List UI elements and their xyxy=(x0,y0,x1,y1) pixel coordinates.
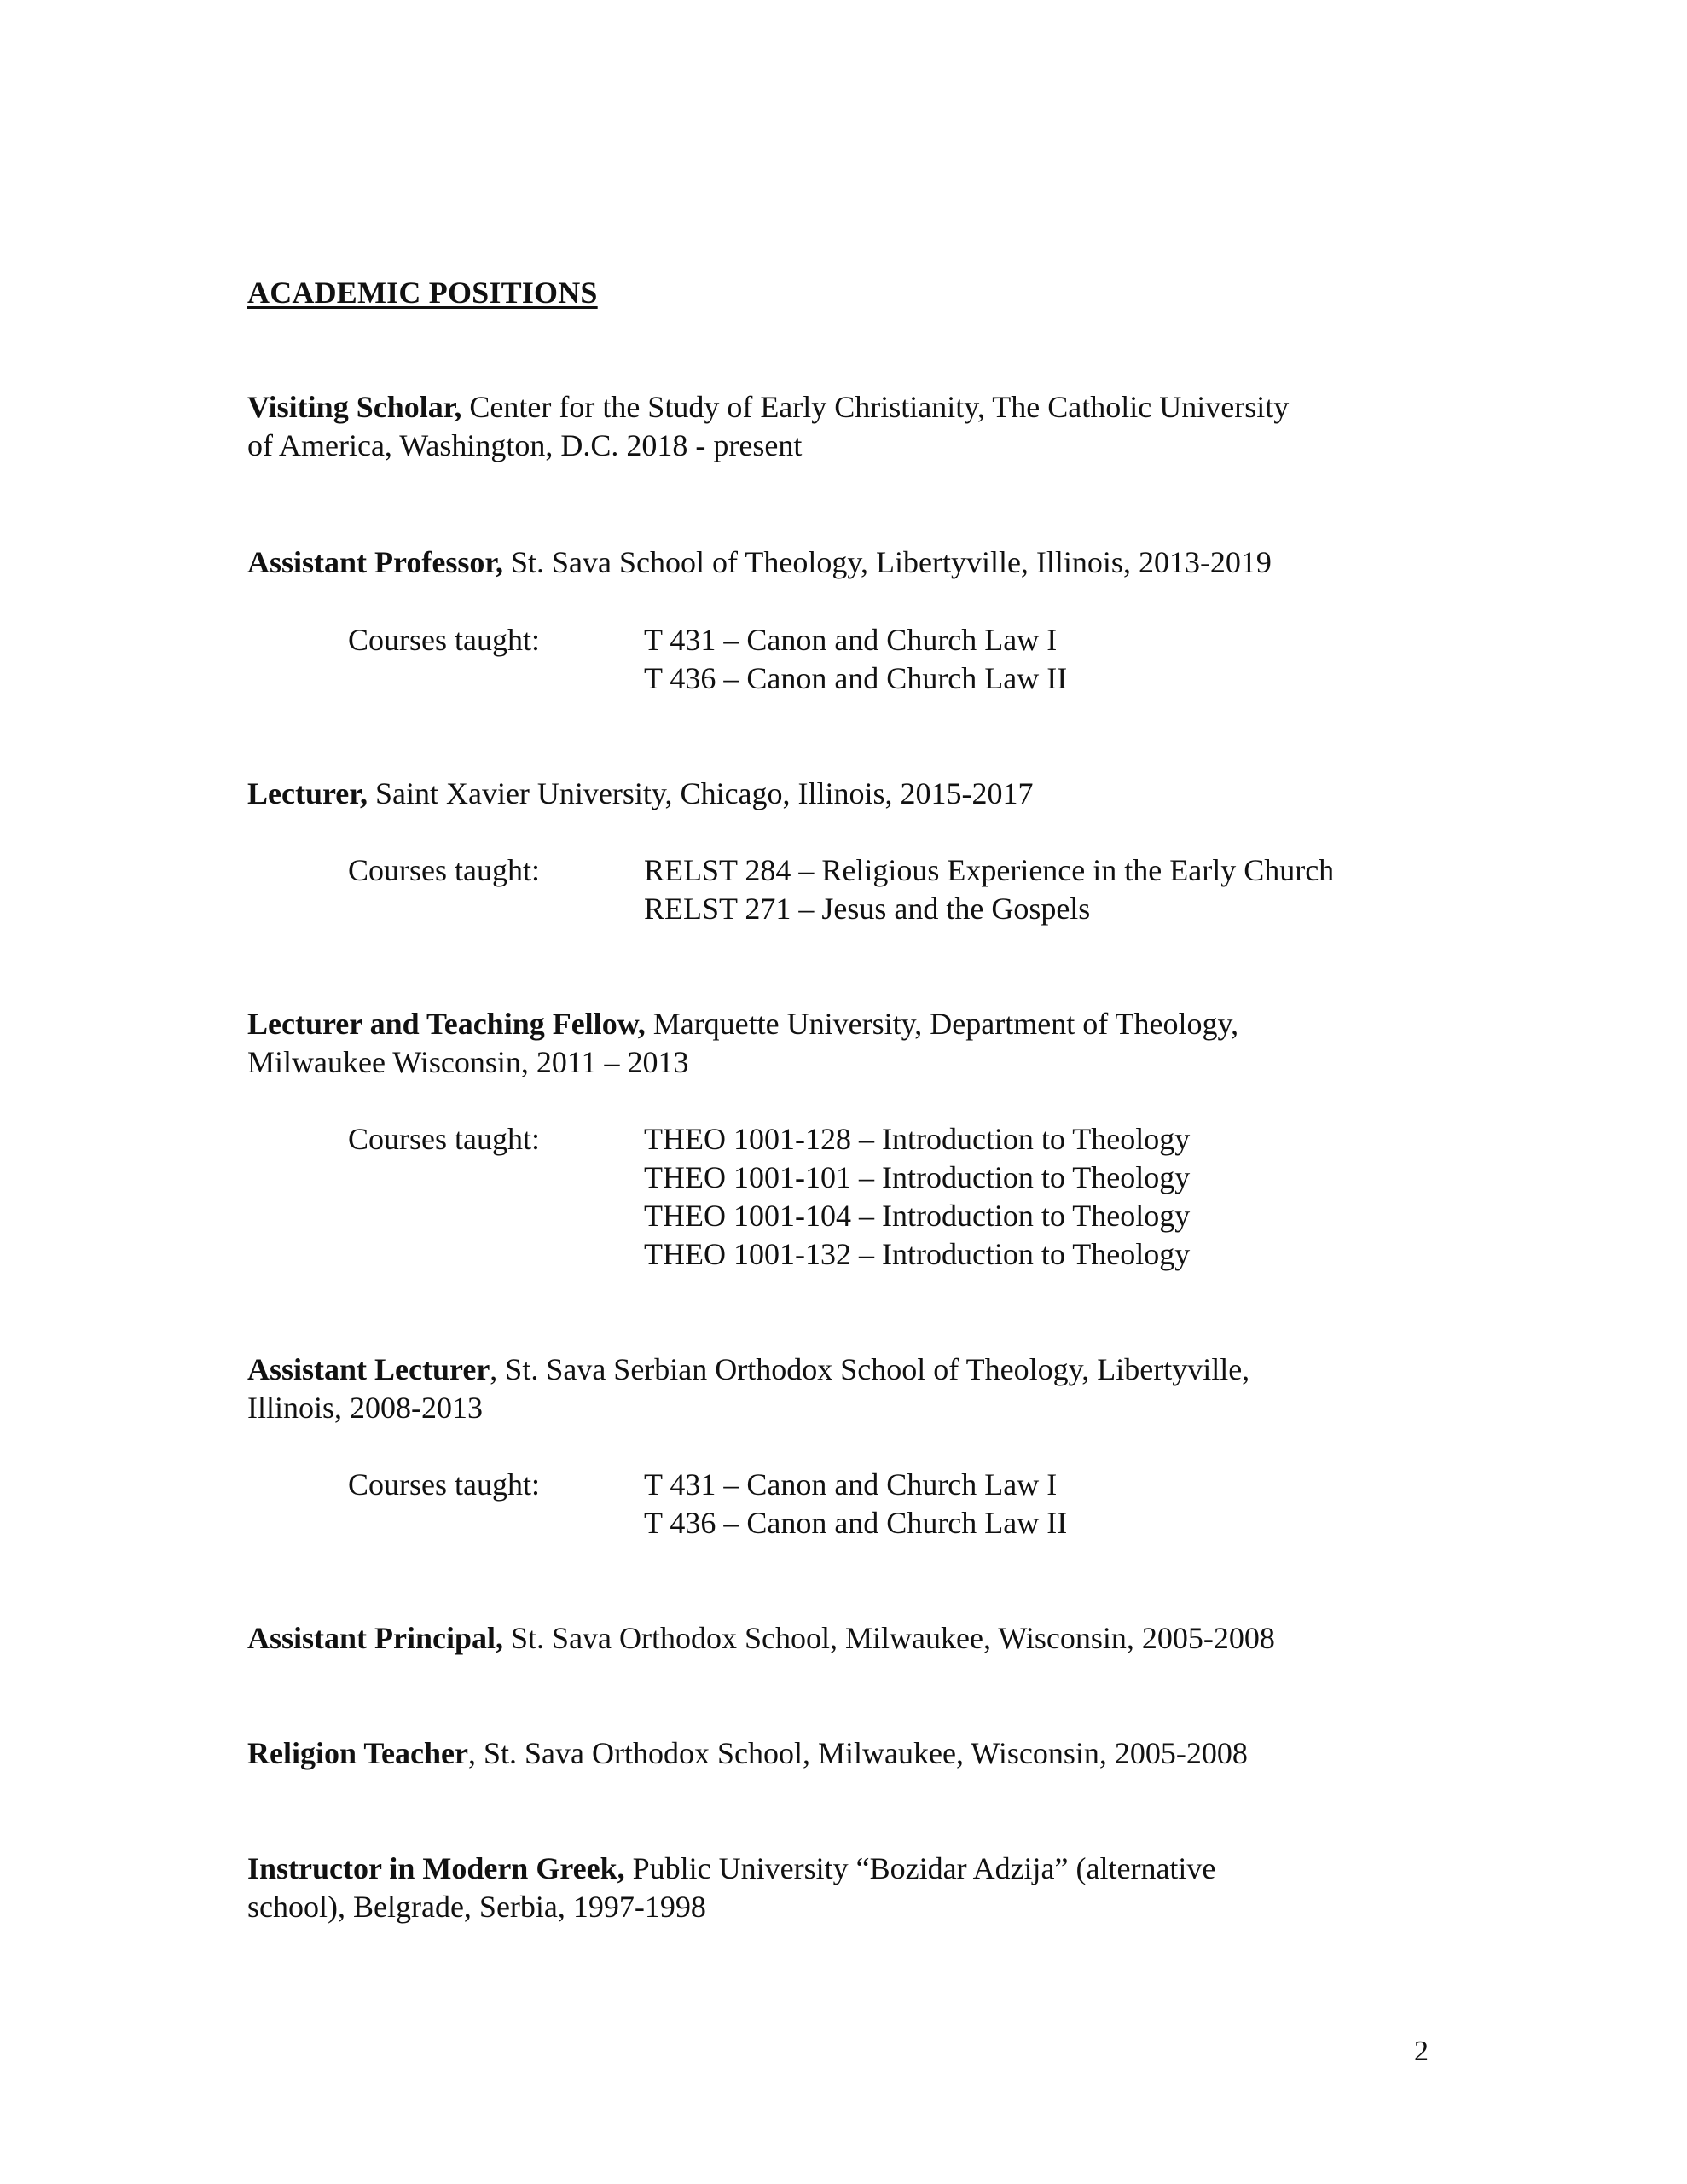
position-entry xyxy=(247,1350,1441,1427)
position-details-continued: of America, Washington, D.C. 2018 - present xyxy=(247,428,803,462)
courses-label: Courses taught: xyxy=(348,1122,540,1156)
course-item: THEO 1001-128 – Introduction to Theology xyxy=(644,1122,1191,1156)
course-item: T 436 – Canon and Church Law II xyxy=(644,1506,1068,1540)
course-item: THEO 1001-132 – Introduction to Theology xyxy=(644,1237,1191,1271)
course-item: RELST 284 – Religious Experience in the Early Church xyxy=(644,853,1335,887)
entry-line xyxy=(247,1005,1441,1043)
courses-label: Courses taught: xyxy=(348,1467,540,1502)
entry-line xyxy=(247,1850,1441,1888)
position-title: Visiting Scholar, xyxy=(247,390,462,424)
position-entry xyxy=(247,388,1441,465)
position-details: Marquette University, Department of Theology, xyxy=(645,1007,1239,1041)
course-list xyxy=(644,1120,1190,1274)
course-list xyxy=(644,1466,1067,1542)
position-details: , St. Sava Orthodox School, Milwaukee, Wisconsin, 2005-2008 xyxy=(468,1736,1248,1770)
position-entry xyxy=(247,1734,1441,1773)
position-title: Religion Teacher xyxy=(247,1736,468,1770)
page-number: 2 xyxy=(1414,2036,1429,2067)
position-details: , St. Sava Serbian Orthodox School of Theology, Libertyville, xyxy=(490,1352,1250,1386)
position-details-continued: school), Belgrade, Serbia, 1997-1998 xyxy=(247,1890,706,1924)
courses-label: Courses taught: xyxy=(348,853,540,887)
position-details: Saint Xavier University, Chicago, Illinois, 2015-2017 xyxy=(367,776,1034,810)
course-list xyxy=(644,621,1067,698)
position-entry xyxy=(247,1005,1441,1082)
position-title: Instructor in Modern Greek, xyxy=(247,1851,625,1885)
section-heading: ACADEMIC POSITIONS xyxy=(247,276,598,310)
entry-line xyxy=(247,775,1441,813)
position-entry xyxy=(247,543,1441,582)
course-item: T 431 – Canon and Church Law I xyxy=(644,623,1058,657)
position-entry xyxy=(247,775,1441,813)
position-entry xyxy=(247,1619,1441,1658)
position-details: Public University “Bozidar Adzija” (alternative xyxy=(624,1851,1216,1885)
entry-line xyxy=(247,1619,1441,1658)
course-list xyxy=(644,851,1334,928)
entry-line xyxy=(247,388,1441,427)
position-entry xyxy=(247,1850,1441,1926)
entry-line xyxy=(247,1734,1441,1773)
position-details: Center for the Study of Early Christianity, The Catholic University xyxy=(461,390,1290,424)
position-title: Lecturer, xyxy=(247,776,368,810)
position-title: Lecturer and Teaching Fellow, xyxy=(247,1007,646,1041)
position-details: St. Sava Orthodox School, Milwaukee, Wisconsin, 2005-2008 xyxy=(503,1621,1275,1655)
course-item: THEO 1001-104 – Introduction to Theology xyxy=(644,1199,1191,1233)
position-title: Assistant Principal, xyxy=(247,1621,504,1655)
position-title: Assistant Lecturer xyxy=(247,1352,490,1386)
position-details-continued: Milwaukee Wisconsin, 2011 – 2013 xyxy=(247,1045,689,1079)
course-item: THEO 1001-101 – Introduction to Theology xyxy=(644,1160,1191,1194)
course-item: RELST 271 – Jesus and the Gospels xyxy=(644,892,1091,926)
position-title: Assistant Professor, xyxy=(247,545,504,579)
course-item: T 436 – Canon and Church Law II xyxy=(644,661,1068,695)
entry-line xyxy=(247,1350,1441,1389)
position-details-continued: Illinois, 2008-2013 xyxy=(247,1391,483,1425)
entry-line xyxy=(247,543,1441,582)
position-details: St. Sava School of Theology, Libertyville, Illinois, 2013-2019 xyxy=(503,545,1272,579)
courses-label: Courses taught: xyxy=(348,623,540,657)
course-item: T 431 – Canon and Church Law I xyxy=(644,1467,1058,1502)
